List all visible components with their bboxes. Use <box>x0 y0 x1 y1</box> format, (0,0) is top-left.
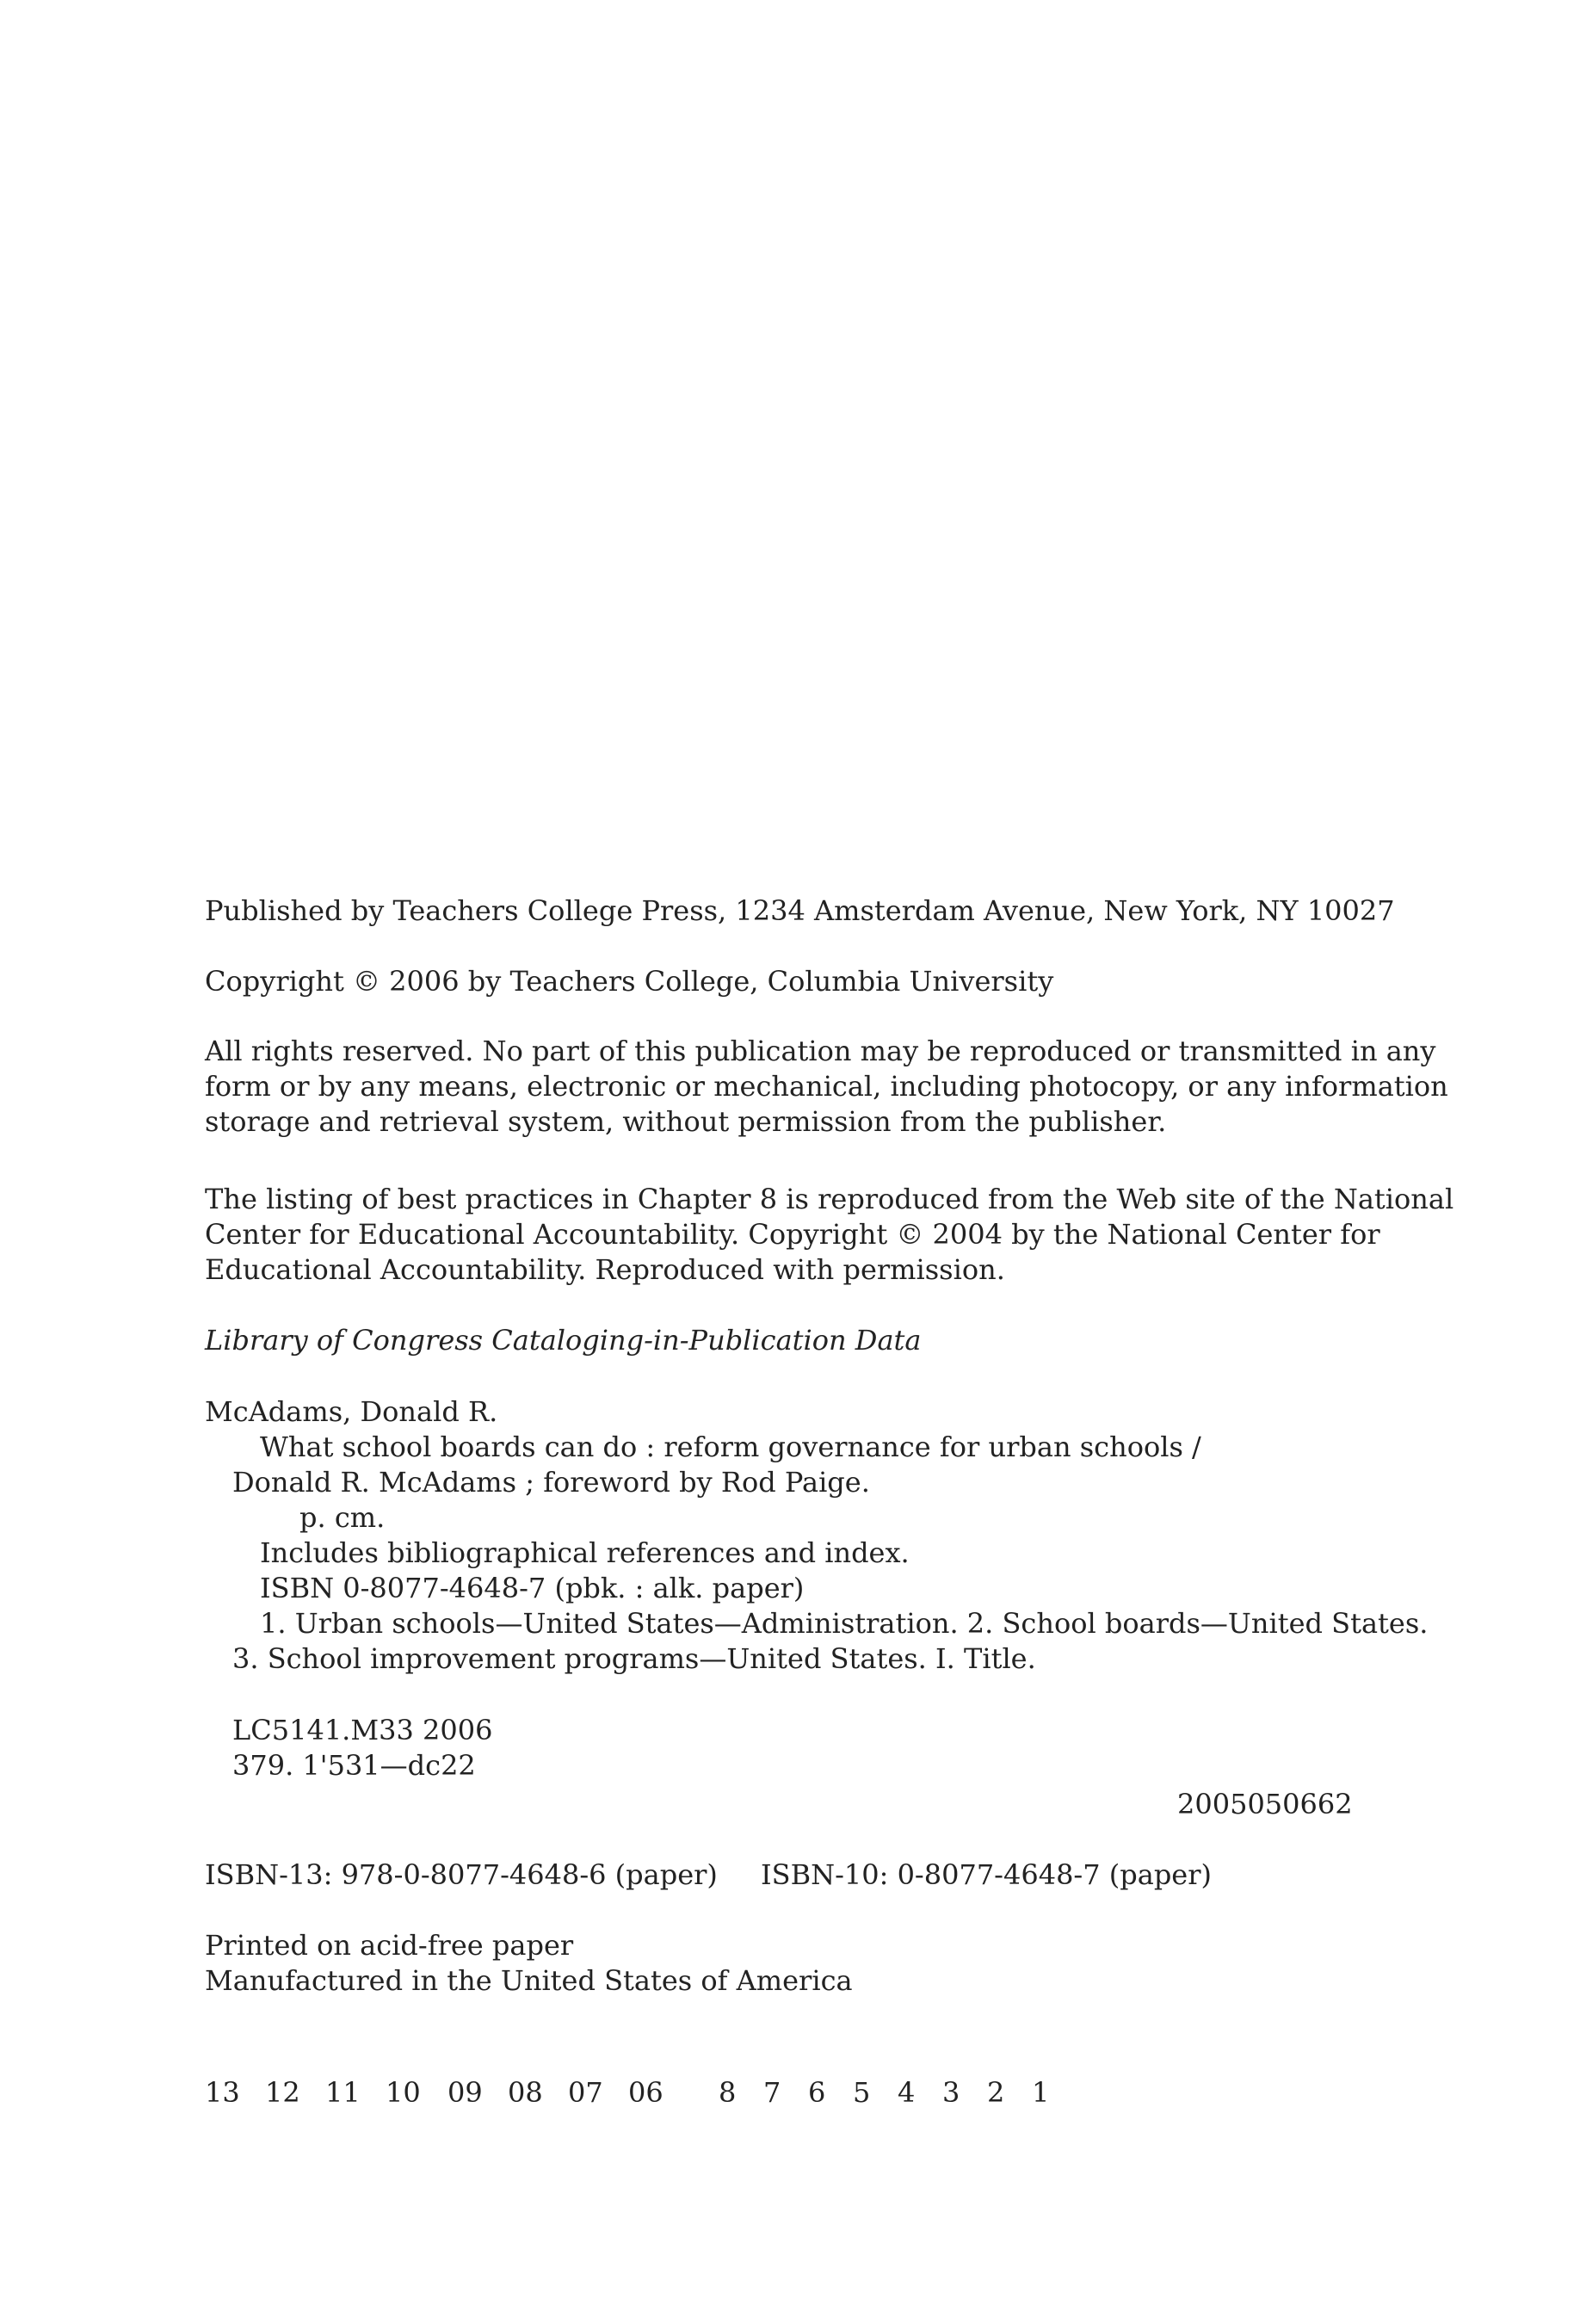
cip-classification <box>232 1713 492 1783</box>
listing-paragraph <box>205 1182 1453 1288</box>
print-number: 6 <box>808 2076 826 2109</box>
print-year: 12 <box>265 2076 300 2109</box>
copyright-line <box>205 964 1053 999</box>
cip-subjects-line2: 3. School improvement programs—United States. I. Title. <box>232 1642 1036 1675</box>
cip-title-line1: What school boards can do : reform governance for urban schools / <box>260 1431 1201 1463</box>
rights-line: All rights reserved. No part of this publication may be reproduced or transmitted in any <box>205 1035 1436 1067</box>
listing-line: Center for Educational Accountability. Copyright © 2004 by the National Center for <box>205 1218 1380 1251</box>
publisher-line <box>205 893 1395 929</box>
cip-control-number: 2005050662 <box>1177 1788 1353 1820</box>
cip-isbn: ISBN 0-8077-4648-7 (pbk. : alk. paper) <box>260 1572 805 1604</box>
print-number: 1 <box>1032 2076 1050 2109</box>
rights-paragraph <box>205 1034 1448 1140</box>
manufactured-note: Manufactured in the United States of America <box>205 1964 853 1997</box>
cip-dewey: 379. 1'531—dc22 <box>232 1749 476 1782</box>
cip-lc-class: LC5141.M33 2006 <box>232 1714 493 1746</box>
cip-record <box>205 1394 1428 1677</box>
paper-note: Printed on acid-free paper <box>205 1929 574 1962</box>
isbn13-text: ISBN-13: 978-0-8077-4648-6 (paper) <box>205 1858 718 1891</box>
printing-notes <box>205 1928 853 1999</box>
print-year: 13 <box>205 2076 240 2109</box>
cip-bibliography: Includes bibliographical references and index. <box>260 1536 910 1569</box>
listing-line: Educational Accountability. Reproduced with permission. <box>205 1253 1005 1286</box>
print-year: 07 <box>568 2076 603 2109</box>
cip-author: McAdams, Donald R. <box>205 1395 498 1428</box>
print-year: 09 <box>447 2076 483 2109</box>
copyright-text: Copyright © 2006 by Teachers College, Columbia University <box>205 965 1054 998</box>
isbn10-text: ISBN-10: 0-8077-4648-7 (paper) <box>761 1858 1213 1891</box>
print-number: 7 <box>763 2076 781 2109</box>
print-year: 08 <box>508 2076 543 2109</box>
rights-line: storage and retrieval system, without permission from the publisher. <box>205 1105 1167 1138</box>
printer-key-line <box>205 2075 1077 2111</box>
print-number: 3 <box>942 2076 960 2109</box>
print-year: 11 <box>325 2076 361 2109</box>
print-number: 8 <box>719 2076 737 2109</box>
print-number: 4 <box>898 2076 916 2109</box>
rights-line: form or by any means, electronic or mechanical, including photocopy, or any information <box>205 1070 1448 1103</box>
cip-title-line2: Donald R. McAdams ; foreword by Rod Paige. <box>232 1466 870 1499</box>
cip-subjects-line1: 1. Urban schools—United States—Administration. 2. School boards—United States. <box>260 1607 1429 1640</box>
print-year: 06 <box>628 2076 663 2109</box>
cip-pages: p. cm. <box>299 1501 386 1534</box>
cip-heading <box>205 1323 921 1358</box>
publisher-text: Published by Teachers College Press, 1234 Amsterdam Avenue, New York, NY 10027 <box>205 894 1395 927</box>
print-number: 5 <box>853 2076 871 2109</box>
print-year: 10 <box>386 2076 421 2109</box>
print-number: 2 <box>987 2076 1005 2109</box>
listing-line: The listing of best practices in Chapter 8 is reproduced from the Web site of the National <box>205 1183 1454 1215</box>
cip-heading-text: Library of Congress Cataloging-in-Publication Data <box>205 1324 922 1357</box>
